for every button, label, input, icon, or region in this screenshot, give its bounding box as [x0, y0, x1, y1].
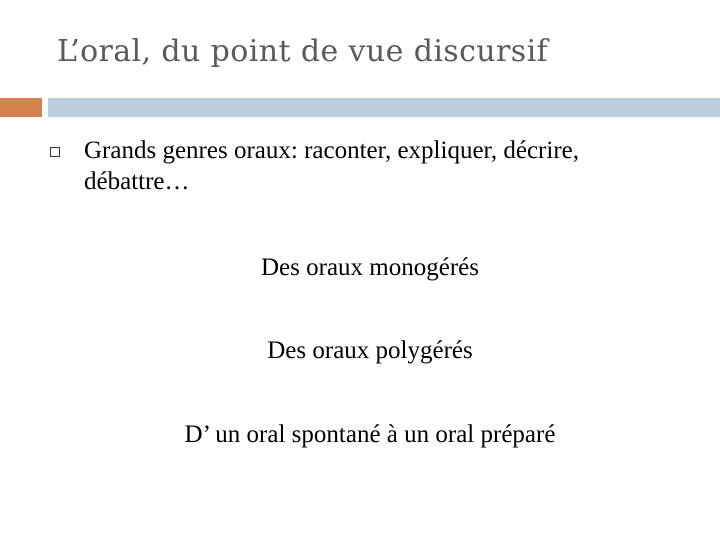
- text-polygeres: Des oraux polygérés: [267, 337, 473, 364]
- accent-bar-orange: [0, 98, 42, 117]
- text-spontane-prepare: D’ un oral spontané à un oral préparé: [184, 421, 556, 448]
- bullet-text: Grands genres oraux: raconter, expliquer, décrire, débattre…: [84, 137, 579, 195]
- accent-bar-blue: [48, 98, 720, 117]
- text-monogeres: Des oraux monogérés: [261, 254, 479, 281]
- slide-title: L’oral, du point de vue discursif: [57, 34, 549, 69]
- square-bullet-icon: [50, 147, 60, 157]
